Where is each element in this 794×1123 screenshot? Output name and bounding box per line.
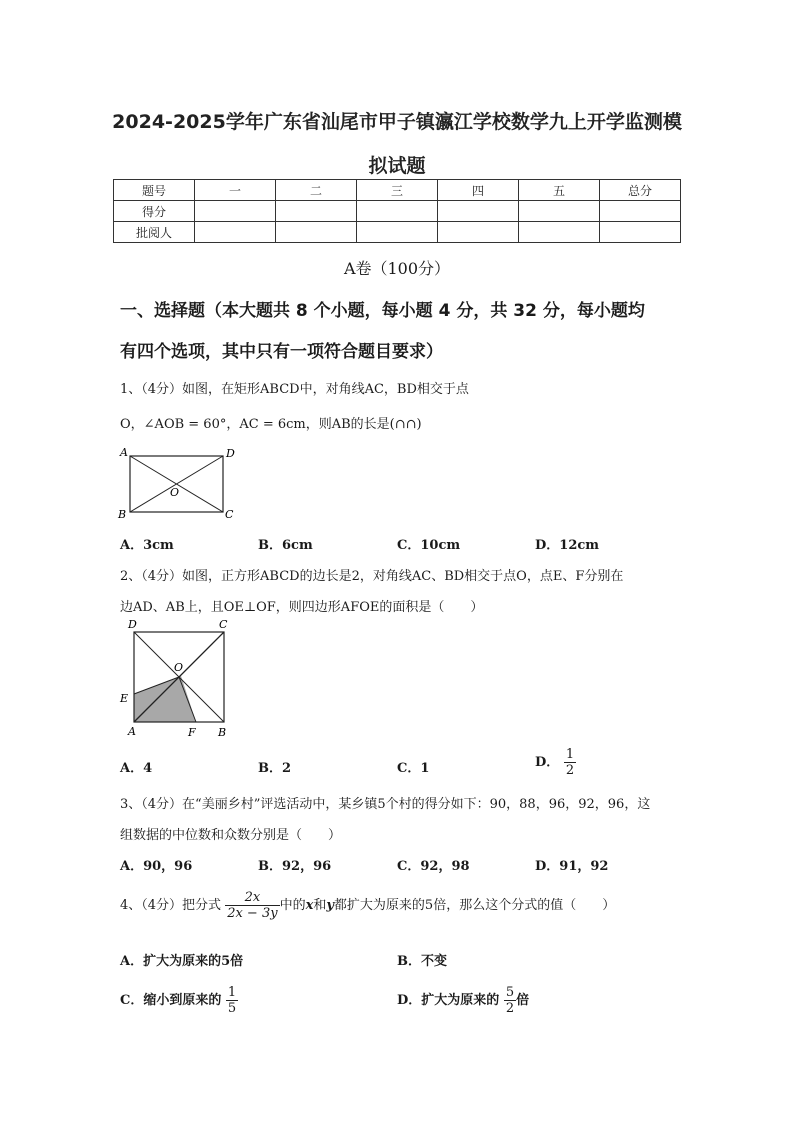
- score-cell[interactable]: [600, 201, 681, 222]
- label-e: E: [120, 692, 129, 705]
- variable-y: y: [326, 898, 334, 913]
- score-cell[interactable]: [357, 201, 438, 222]
- page-title: 2024-2025学年广东省汕尾市甲子镇瀛江学校数学九上开学监测模: [112, 111, 682, 133]
- question-4-text: [120, 890, 615, 921]
- question-1-option-d[interactable]: D．12cm: [535, 538, 600, 553]
- question-4-option-c[interactable]: [120, 985, 238, 1016]
- fraction-numerator: 1: [565, 747, 575, 762]
- label-b: B: [218, 726, 227, 739]
- score-cell[interactable]: [438, 201, 519, 222]
- question-3-option-d[interactable]: D．91，92: [535, 859, 609, 874]
- fraction-denominator: 2: [565, 763, 575, 778]
- question-3-option-a[interactable]: A．90，96: [120, 859, 193, 874]
- header-cell: 三: [357, 180, 438, 201]
- question-2-option-c[interactable]: C．1: [397, 761, 430, 776]
- variable-x: x: [305, 898, 314, 913]
- label-d: D: [128, 618, 137, 631]
- shaded-quadrilateral-afoe: [134, 676, 196, 722]
- row-label: 批阅人: [114, 222, 195, 243]
- score-cell[interactable]: [276, 201, 357, 222]
- question-1-text-continued: O，∠AOB = 60°，AC = 6cm，则AB的长是(∩∩): [120, 417, 422, 432]
- question-2-text: 2、（4分）如图，正方形ABCD的边长是2，对角线AC、BD相交于点O，点E、F分别在: [120, 569, 624, 584]
- fraction-one-fifth: [226, 985, 238, 1016]
- question-1-option-c[interactable]: C．10cm: [397, 538, 461, 553]
- score-table-header-row: [114, 180, 681, 201]
- label-a: A: [120, 446, 128, 459]
- question-4-prefix: 4、（4分）把分式: [120, 898, 222, 913]
- question-3-option-c[interactable]: C．92，98: [397, 859, 470, 874]
- option-c-label: C．缩小到原来的: [120, 993, 222, 1008]
- grader-cell[interactable]: [438, 222, 519, 243]
- score-cell[interactable]: [519, 201, 600, 222]
- question-4-and: 和: [313, 898, 327, 913]
- question-4-option-a[interactable]: A．扩大为原来的5倍: [120, 954, 244, 969]
- question-2-option-b[interactable]: B．2: [258, 761, 292, 776]
- question-2-text-continued: 边AD、AB上，且OE⊥OF，则四边形AFOE的面积是（ ）: [120, 600, 484, 615]
- rectangle-figure: [112, 444, 242, 522]
- label-f: F: [188, 726, 196, 739]
- fraction-denominator: 2: [505, 1001, 515, 1016]
- grader-cell[interactable]: [195, 222, 276, 243]
- question-3-text: 3、（4分）在“美丽乡村”评选活动中，某乡镇5个村的得分如下：90，88，96，92，96，这: [120, 797, 651, 812]
- score-row: [114, 201, 681, 222]
- label-o: O: [174, 661, 184, 674]
- score-cell[interactable]: [195, 201, 276, 222]
- question-1-text: 1、（4分）如图，在矩形ABCD中，对角线AC，BD相交于点: [120, 382, 469, 397]
- question-4-option-d[interactable]: [397, 985, 529, 1016]
- question-2-option-d[interactable]: [535, 747, 576, 778]
- label-d: D: [226, 447, 235, 460]
- grader-cell[interactable]: [600, 222, 681, 243]
- question-4-suffix: 都扩大为原来的5倍，那么这个分式的值（ ）: [333, 898, 616, 913]
- question-4-option-b[interactable]: B．不变: [397, 954, 447, 969]
- option-d-label: D．扩大为原来的: [397, 993, 500, 1008]
- question-1-option-a[interactable]: A．3cm: [120, 538, 174, 553]
- grader-cell[interactable]: [357, 222, 438, 243]
- label-o: O: [170, 486, 180, 499]
- option-d-suffix: 倍: [516, 993, 530, 1008]
- fraction-one-half: [564, 747, 576, 778]
- question-1-option-b[interactable]: B．6cm: [258, 538, 313, 553]
- grader-cell[interactable]: [519, 222, 600, 243]
- label-b: B: [118, 508, 127, 521]
- fraction-five-halves: [504, 985, 516, 1016]
- row-label: 得分: [114, 201, 195, 222]
- score-table: [113, 179, 681, 243]
- header-cell: 一: [195, 180, 276, 201]
- grader-row: [114, 222, 681, 243]
- fraction-numerator: 2x: [225, 890, 279, 906]
- section-heading-continued: 有四个选项，其中只有一项符合题目要求）: [120, 342, 443, 362]
- volume-label: A卷（100分）: [343, 259, 451, 278]
- header-cell: 总分: [600, 180, 681, 201]
- label-c: C: [219, 618, 228, 631]
- grader-cell[interactable]: [276, 222, 357, 243]
- fraction-denominator: 2x − 3y: [227, 906, 278, 921]
- question-4-text-mid: 中的: [279, 898, 306, 913]
- section-heading: 一、选择题（本大题共 8 个小题，每小题 4 分，共 32 分，每小题均: [120, 301, 645, 321]
- fraction-numerator: 1: [227, 985, 237, 1000]
- fraction-denominator: 5: [227, 1001, 237, 1016]
- square-figure: [116, 616, 236, 740]
- header-cell: 二: [276, 180, 357, 201]
- option-d-label: D．: [535, 755, 560, 770]
- question-3-option-b[interactable]: B．92，96: [258, 859, 332, 874]
- header-cell: 四: [438, 180, 519, 201]
- page-title-continued: 拟试题: [368, 155, 426, 177]
- question-2-option-a[interactable]: A．4: [120, 761, 153, 776]
- header-cell: 五: [519, 180, 600, 201]
- label-c: C: [225, 508, 234, 521]
- fraction-2x-over-2x-3y: [225, 890, 279, 921]
- label-a: A: [128, 725, 136, 738]
- fraction-numerator: 5: [505, 985, 515, 1000]
- header-cell: 题号: [114, 180, 195, 201]
- question-3-text-continued: 组数据的中位数和众数分别是（ ）: [120, 828, 342, 843]
